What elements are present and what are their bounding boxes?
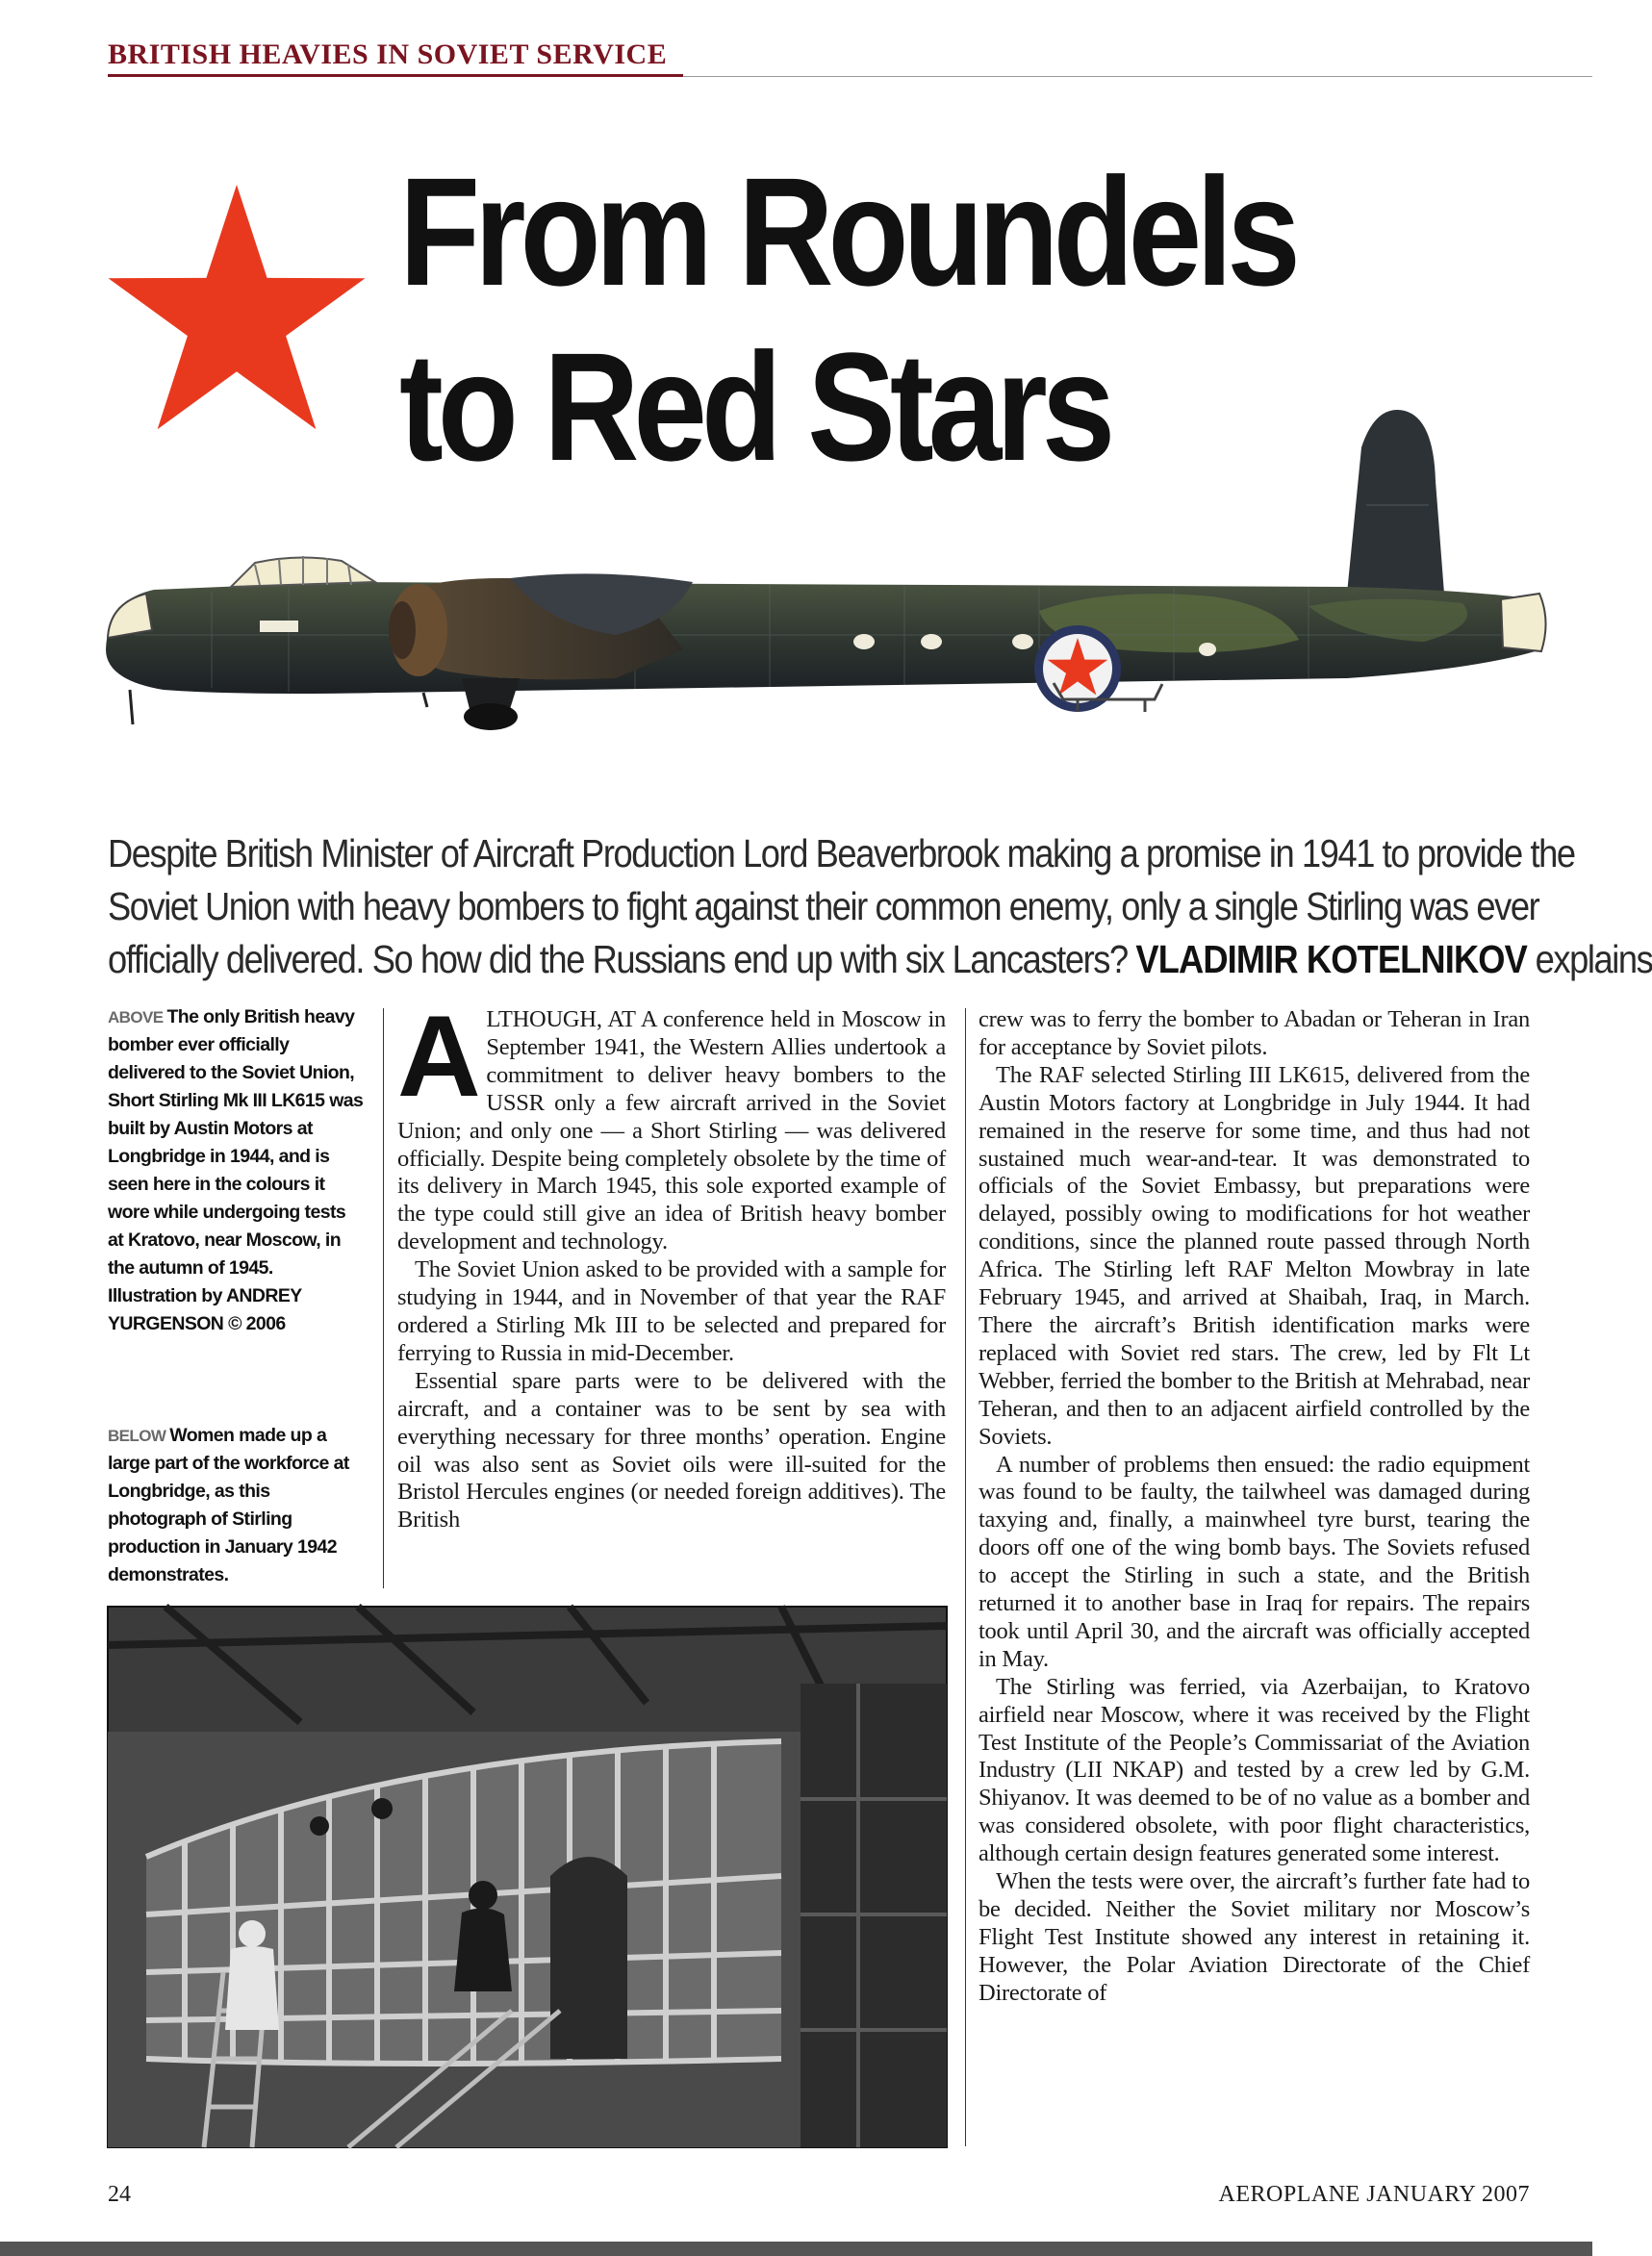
caption-below-lead: BELOW xyxy=(108,1427,166,1445)
author-suffix: explains xyxy=(1535,937,1652,981)
magazine-issue: AEROPLANE JANUARY 2007 xyxy=(1218,2182,1530,2207)
factory-photograph xyxy=(108,1607,947,2147)
article-paragraph: A number of problems then ensued: the radio equipment was found to be faulty, the tailwheel was damaged during taxying and, finally, a mainwheel tyre burst, tearing the doors off one of the wing bomb bays. The Soviets refused to accept the Stirling in such a state, and the British returned it to another base in Iraq for repairs. The repairs took until April 30, and the aircraft was officially accepted in May. xyxy=(978,1451,1530,1672)
article-paragraph: crew was to ferry the bomber to Abadan or Teheran in Iran for acceptance by Soviet pilots. xyxy=(978,1006,1530,1060)
article-column-2 xyxy=(978,1006,1530,2008)
caption-above xyxy=(108,1003,366,1338)
article-paragraph-text: LTHOUGH, AT A conference held in Moscow in September 1941, the Western Allies undertook a commitment to deliver heavy bombers to the USSR only a few aircraft arrived in the Soviet Union; and only one — a Short Stirling — was delivered officially. Despite being completely obsolete by the time of its delivery in March 1945, this sole exported example of the type could still give an idea of British heavy bomber development and technology. xyxy=(397,1006,946,1255)
header-rule xyxy=(683,76,1592,77)
article-paragraph: The RAF selected Stirling III LK615, delivered from the Austin Motors factory at Longbridge in July 1944. It had remained in the reserve for some time, and thus had not sustained much wear-and-tear. It was demonstrated to officials of the Soviet Embassy, but preparations were delayed, possibly owing to modifications for hot weather conditions, since the planned route passed through North Africa. The Stirling left RAF Melton Mowbray in late February 1945, and arrived at Shaibah, Iraq, in March. There the aircraft’s British identification marks were replaced with Soviet red stars. The crew, led by Flt Lt Webber, ferried the bomber to the British at Mehrabad, near Teheran, and then to an adjacent airfield controlled by the Soviets. xyxy=(978,1061,1530,1450)
standfirst-line-2: Soviet Union with heavy bombers to fight against their common enemy, only a single Stirling was ever xyxy=(108,884,1539,928)
caption-above-text: The only British heavy bomber ever officially delivered to the Soviet Union, Short Stirling Mk III LK615 was built by Austin Motors at Longbridge in 1944, and is seen here in the colours it wore while undergoing tests at Kratovo, near Moscow, in the autumn of 1945. Illustration by ANDREY YURGENSON © 2006 xyxy=(108,1006,364,1334)
article-column-1 xyxy=(397,992,946,1534)
standfirst-line-3-text: officially delivered. So how did the Russians end up with six Lancasters? xyxy=(108,937,1128,981)
caption-below-text: Women made up a large part of the workforce at Longbridge, as this photograph of Stirling production in January 1942 demonstrates. xyxy=(108,1425,349,1585)
article-paragraph: The Soviet Union asked to be provided with a sample for studying in 1944, and in November of that year the RAF ordered a Stirling Mk III to be selected and prepared for ferrying to Russia in mid-December. xyxy=(397,1256,946,1366)
column-rule xyxy=(383,1008,384,1588)
headline-line-2: to Red Stars xyxy=(399,320,1110,493)
headline-line-1: From Roundels xyxy=(399,145,1295,317)
section-underline xyxy=(108,74,683,77)
drop-cap: A xyxy=(397,992,481,1121)
standfirst xyxy=(108,827,1652,986)
article-paragraph: The Stirling was ferried, via Azerbaijan, to Kratovo airfield near Moscow, where it was received by the Flight Test Institute of the People’s Commissariat of the Aviation Industry (LII NKAP) and tested by a crew led by G.M. Shiyanov. It was deemed to be of no value as a bomber and was considered obsolete, with poor flight characteristics, although certain design features generated some interest. xyxy=(978,1673,1530,1867)
caption-above-lead: ABOVE xyxy=(108,1008,164,1027)
standfirst-line-3 xyxy=(108,933,1652,986)
bottom-bar xyxy=(0,2242,1592,2256)
article-paragraph xyxy=(397,992,946,1256)
article-paragraph: When the tests were over, the aircraft’s further fate had to be decided. Neither the Soviet military nor Moscow’s Flight Test Institute showed any interest in retaining it. However, the Polar Aviation Directorate of the Chief Directorate of xyxy=(978,1868,1530,2006)
caption-below xyxy=(108,1422,366,1589)
article-paragraph: Essential spare parts were to be delivered with the aircraft, and a container was to be sent by sea with everything necessary for three months’ operation. Engine oil was also sent as Soviet oils were ill-suited for the Bristol Hercules engines (or needed foreign additives). The British xyxy=(397,1367,946,1534)
section-label: BRITISH HEAVIES IN SOVIET SERVICE xyxy=(108,38,668,70)
stirling-bomber-illustration xyxy=(96,390,1549,794)
page-number: 24 xyxy=(108,2182,131,2207)
standfirst-line-1: Despite British Minister of Aircraft Production Lord Beaverbrook making a promise in 1941 to provide the xyxy=(108,831,1575,875)
column-rule xyxy=(965,1008,966,2146)
author-byline: VLADIMIR KOTELNIKOV xyxy=(1135,937,1527,981)
